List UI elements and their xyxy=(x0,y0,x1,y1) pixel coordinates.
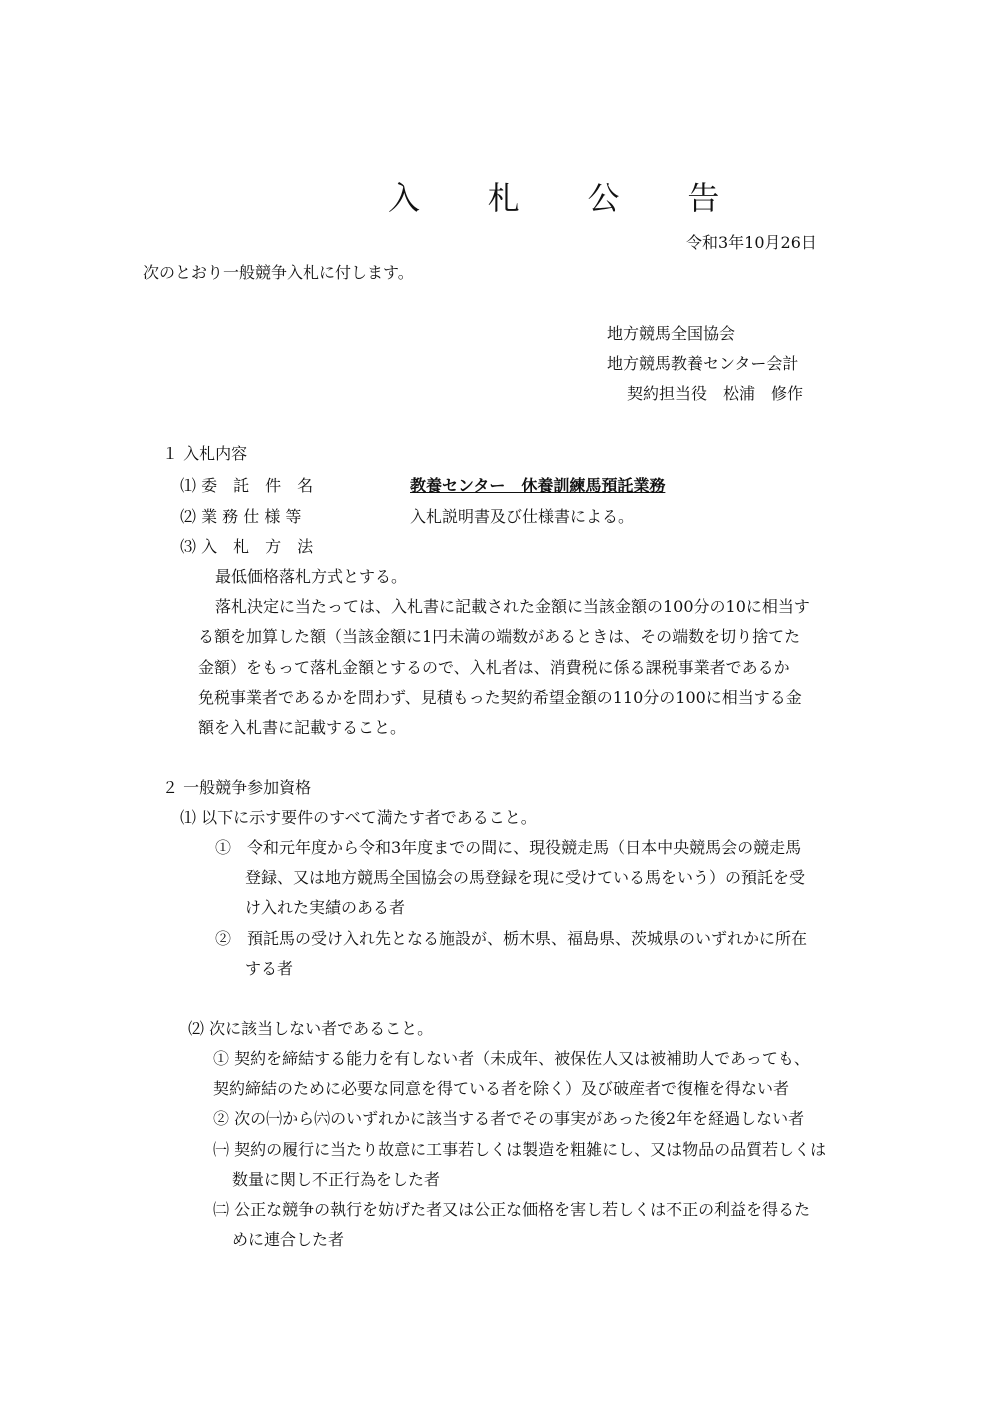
item3-line: 免税事業者であるかを問わず、見積もった契約希望金額の110分の100に相当する金 xyxy=(198,688,802,707)
item3-line: 額を入札書に記載すること。 xyxy=(198,718,407,737)
item3-line: 落札決定に当たっては、入札書に記載された金額に当該金額の100分の10に相当す xyxy=(215,597,810,616)
p1-item-line: ② 預託馬の受け入れ先となる施設が、栃木県、福島県、茨城県のいずれかに所在 xyxy=(215,929,808,948)
section2-heading: ２ 一般競争参加資格 xyxy=(162,778,312,797)
item3-line: 金額）をもって落札金額とするので、入札者は、消費税に係る課税事業者であるか xyxy=(198,658,790,677)
item1-value: 教養センター 休養訓練馬預託業務 xyxy=(410,476,666,495)
intro-text: 次のとおり一般競争入札に付します。 xyxy=(143,263,414,282)
p2-label: ⑵ 次に該当しない者であること。 xyxy=(188,1019,434,1038)
p1-item-line: け入れた実績のある者 xyxy=(245,898,406,917)
p1-label: ⑴ 以下に示す要件のすべて満たす者であること。 xyxy=(180,808,537,827)
p2-item-line: めに連合した者 xyxy=(232,1230,345,1249)
p2-item-line: 数量に関し不正行為をした者 xyxy=(232,1170,441,1189)
p2-item-line: ② 次の㈠から㈥のいずれかに該当する者でその事実があった後2年を経過しない者 xyxy=(213,1109,805,1128)
issuer-dept: 地方競馬教養センター会計 xyxy=(607,354,799,373)
date: 令和3年10月26日 xyxy=(686,233,817,252)
p2-item-line: ① 契約を締結する能力を有しない者（未成年、被保佐人又は被補助人であっても、 xyxy=(213,1049,810,1068)
page-title: 入 札 公 告 xyxy=(388,179,749,217)
item1-label: ⑴ 委 託 件 名 xyxy=(180,476,314,495)
issuer-org: 地方競馬全国協会 xyxy=(607,324,736,343)
section1-heading: １ 入札内容 xyxy=(162,444,248,463)
item3-label: ⑶ 入 札 方 法 xyxy=(180,537,314,556)
p2-item-line: ㈠ 契約の履行に当たり故意に工事若しくは製造を粗雑にし、又は物品の品質若しくは xyxy=(213,1140,827,1159)
p1-item-line: 登録、又は地方競馬全国協会の馬登録を現に受けている馬をいう）の預託を受 xyxy=(245,868,806,887)
p1-item-line: する者 xyxy=(245,959,294,978)
item2-value: 入札説明書及び仕様書による。 xyxy=(410,507,635,526)
item3-line: る額を加算した額（当該金額に1円未満の端数があるときは、その端数を切り捨てた xyxy=(198,627,801,646)
issuer-officer: 契約担当役 松浦 修作 xyxy=(627,384,804,403)
item2-label: ⑵ 業 務 仕 様 等 xyxy=(180,507,302,526)
p1-item-line: ① 令和元年度から令和3年度までの間に、現役競走馬（日本中央競馬会の競走馬 xyxy=(215,838,802,857)
p2-item-line: 契約締結のために必要な同意を得ている者を除く）及び破産者で復権を得ない者 xyxy=(213,1079,790,1098)
p2-item-line: ㈡ 公正な競争の執行を妨げた者又は公正な価格を害し若しくは不正の利益を得るた xyxy=(213,1200,811,1219)
item3-line: 最低価格落札方式とする。 xyxy=(215,567,408,586)
